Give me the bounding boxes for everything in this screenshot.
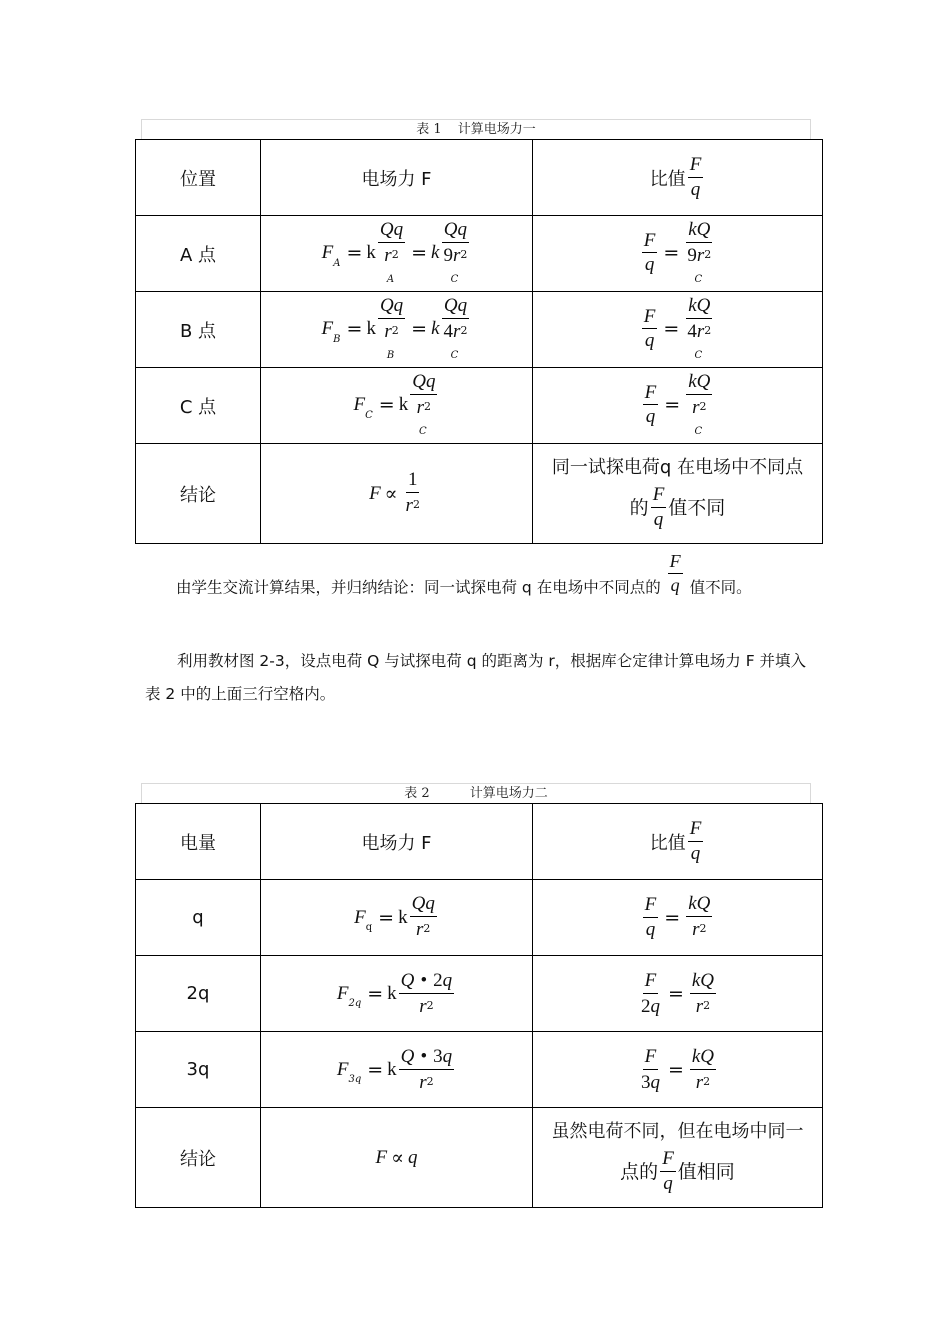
table2-force-formula-3q: F 3q = k $\frac{Q • 3q}{r2}$ [261,1032,533,1108]
table1-conclusion-text: 同一试探电荷q 在电场中不同点 的 $\frac{F}{q}$ 值不同 [533,444,823,544]
table1-ratio-formula-c: $\frac{F}{q}$ = kQ r2 C [533,368,823,444]
paragraph-instructions: 利用教材图 2-3，设点电荷 Q 与试探电荷 q 的距离为 r，根据库仑定律计算电场力 F 并填入表 2 中的上面三行空格内。 [145,652,807,703]
table1-header-row [136,140,823,216]
table2 [135,803,823,1208]
table1-caption [141,119,811,140]
table1-row-b [136,292,823,368]
ratio-fraction: $\frac{F}{q}$ [689,153,702,200]
table1-ratio-formula-b: $\frac{F}{q}$ = kQ 4r2 C [533,292,823,368]
table1-conclusion-label: 结论 [136,444,261,544]
table2-conclusion-text: 虽然电荷不同，但在电场中同一 点的 $\frac{F}{q}$ 值相同 [533,1108,823,1208]
table1-row-c [136,368,823,444]
paragraph-conclusion: 由学生交流计算结果，并归纳结论：同一试探电荷 q 在电场中不同点的 $\frac{F}{q}$ 值不同。 [176,551,752,597]
table2-row-label: 2q [136,956,261,1032]
table1-conclusion-row [136,444,823,544]
table2-header-charge: 电量 [136,804,261,880]
table1-row-a [136,216,823,292]
table2-ratio-formula-q: $\frac{F}{q}$ = $\frac{kQ}{r2}$ [533,880,823,956]
table1-row-label: B 点 [136,292,261,368]
table1-force-formula-b: F B = k Qq r2 B = k Qq 4r2 C [261,292,533,368]
table2-conclusion-row [136,1108,823,1208]
table2-force-formula-q: F q = k $\frac{Qq}{r2}$ [261,880,533,956]
table1-header-position: 位置 [136,140,261,216]
table2-row-label: 3q [136,1032,261,1108]
table1-header-ratio [533,140,823,216]
table1-force-formula-a: F A = k Qq r2 A = k Qq 9r2 C [261,216,533,292]
inline-fraction: $\frac{F}{q}$ [669,551,681,595]
table1-header-force: 电场力 F [261,140,533,216]
table1-ratio-formula-a: $\frac{F}{q}$ = kQ 9r2 C [533,216,823,292]
table2-row-3q [136,1032,823,1108]
table2-ratio-formula-2q: $\frac{F}{2q}$ = $\frac{kQ}{r2}$ [533,956,823,1032]
table1-conclusion-formula: F ∝ $\frac{1}{r2}$ [261,444,533,544]
table2-force-formula-2q: F 2q = k $\frac{Q • 2q}{r2}$ [261,956,533,1032]
table1-caption-num: 表 1 [416,122,442,137]
table2-caption [141,783,811,804]
table1-force-formula-c: F C = k Qq r2 C [261,368,533,444]
table2-row-2q [136,956,823,1032]
table2-header-row [136,804,823,880]
table2-conclusion-label: 结论 [136,1108,261,1208]
table1-header-ratio-label: 比值 [649,168,686,190]
table2-row-q [136,880,823,956]
table1 [135,139,823,544]
table2-row-label: q [136,880,261,956]
table2-header-force: 电场力 F [261,804,533,880]
table2-caption-num: 表 2 [404,786,430,801]
table1-row-label: A 点 [136,216,261,292]
table2-caption-title: 计算电场力二 [469,786,548,801]
table2-conclusion-formula: F ∝ q [261,1108,533,1208]
table1-caption-title: 计算电场力一 [457,122,536,137]
table1-row-label: C 点 [136,368,261,444]
table2-ratio-formula-3q: $\frac{F}{3q}$ = $\frac{kQ}{r2}$ [533,1032,823,1108]
table2-header-ratio-label: 比值 [649,832,686,854]
table2-header-ratio: 比值 $\frac{F}{q}$ [533,804,823,880]
